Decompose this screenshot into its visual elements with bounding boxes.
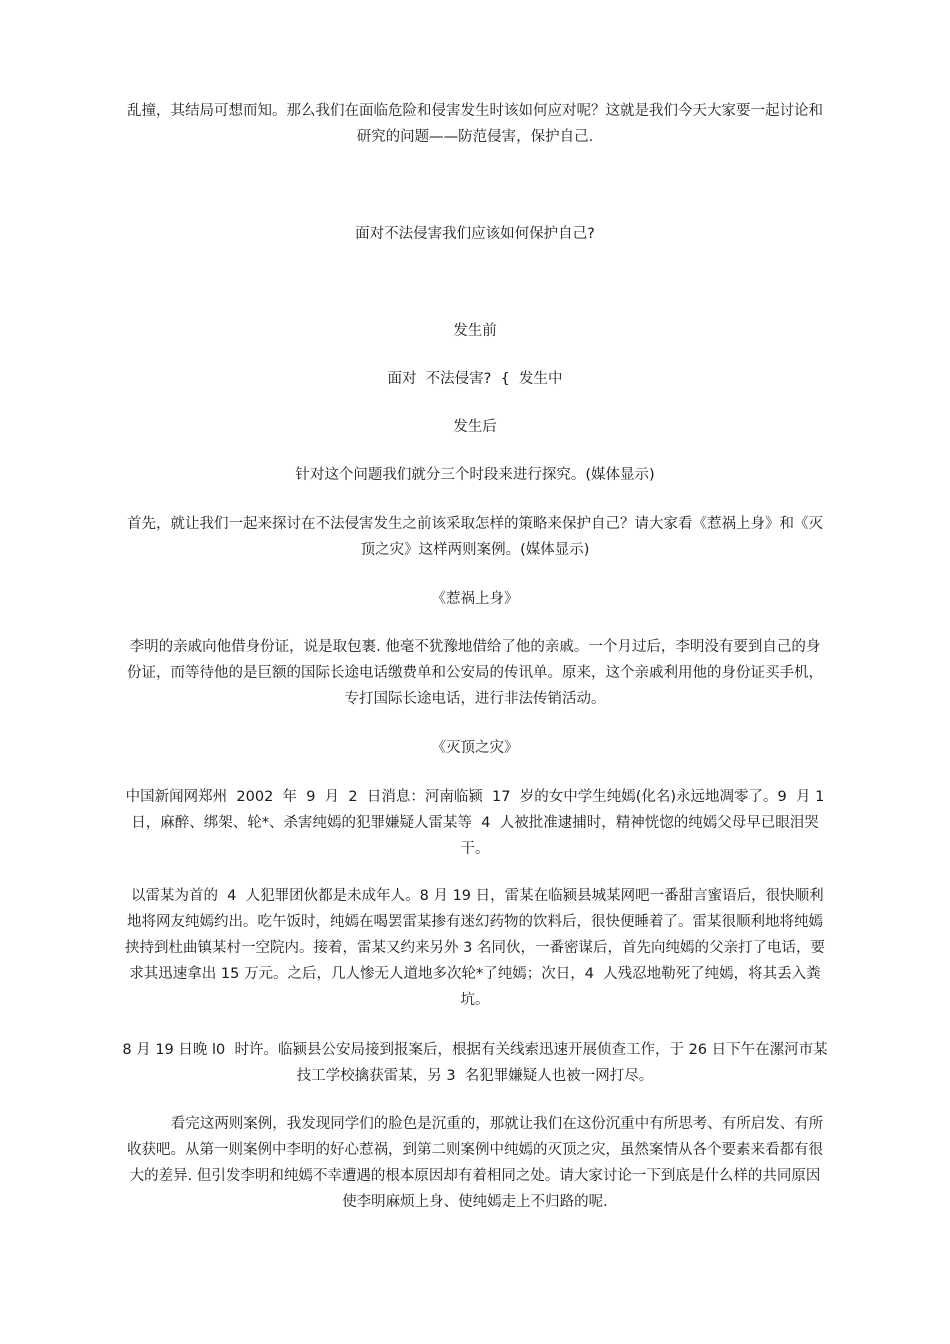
stage-before (88, 318, 862, 344)
first-line-2: 顶之灾》这样两则案例。(媒体显示) (360, 542, 590, 558)
question-heading (88, 221, 862, 247)
stage-after (88, 414, 862, 440)
question-line: 面对不法侵害我们应该如何保护自己? (355, 226, 595, 242)
case2-detail-line-3: 挟持到杜曲镇某村一空院内。接着，雷某又约来另外 3 名同伙，一番密谋后，首先向纯嫣的父亲打了电话，要 (125, 940, 825, 956)
case2-detail-line-2: 地将网友纯嫣约出。吃午饭时，纯嫣在喝罢雷某掺有迷幻药物的饮料后，很快便睡着了。雷某很顺利地将纯嫣 (127, 914, 823, 930)
case2-arrest-line-1: 8 月 19 日晚 l0 时许。临颍县公安局接到报案后，根据有关线索迅速开展侦查工作，于 26 日下午在漯河市某 (122, 1042, 828, 1058)
case1-line-3: 专打国际长途电话，进行非法传销活动。 (344, 691, 606, 707)
case1-line-2: 份证，而等待他的是巨额的国际长途电话缴费单和公安局的传讯单。原来，这个亲戚利用他的身份证买手机， (127, 665, 823, 681)
case2-title (88, 735, 862, 761)
three-stages-line: 针对这个问题我们就分三个时段来进行探究。(媒体显示) (295, 467, 655, 483)
case2-arrest (88, 1037, 862, 1089)
intro-line-2: 研究的问题——防范侵害，保护自己. (356, 129, 594, 145)
intro-paragraph (88, 98, 862, 150)
case1-line-1: 李明的亲戚向他借身份证，说是取包裹. 他毫不犹豫地借给了他的亲戚。一个月过后，李明没有要到自己的身 (129, 639, 821, 655)
stage-after-text: 发生后 (453, 419, 497, 435)
case2-arrest-line-2: 技工学校擒获雷某，另 3 名犯罪嫌疑人也被一网打尽。 (296, 1068, 654, 1084)
intro-line-1: 乱撞，其结局可想而知。那么我们在面临危险和侵害发生时该如何应对呢？这就是我们今天大家要一起讨论和 (127, 103, 823, 119)
reflection-line-4: 使李明麻烦上身、使纯嫣走上不归路的呢. (342, 1194, 608, 1210)
case2-news-line-2: 日，麻醉、绑架、轮*、杀害纯嫣的犯罪嫌疑人雷某等 4 人被批准逮捕时，精神恍惚的纯嫣父母早已眼泪哭 (131, 815, 819, 831)
reflection-paragraph (88, 1111, 862, 1215)
case2-detail-line-1: 以雷某为首的 4 人犯罪团伙都是未成年人。8 月 19 日，雷某在临颍县城某网吧一番甜言蜜语后，很快顺利 (126, 888, 824, 904)
case2-title-text: 《灭顶之灾》 (431, 740, 519, 756)
case2-news-line-3: 干。 (460, 841, 490, 857)
case1-title-text: 《惹祸上身》 (431, 591, 519, 607)
case1-title (88, 586, 862, 612)
reflection-line-2: 收获吧。从第一则案例中李明的好心惹祸，到第二则案例中纯嫣的灭顶之灾，虽然案情从各个要素来看都有很 (127, 1142, 823, 1158)
reflection-line-3: 大的差异. 但引发李明和纯嫣不幸遭遇的根本原因却有着相同之处。请大家讨论一下到底是什么样的共同原因 (129, 1168, 821, 1184)
first-line-1: 首先，就让我们一起来探讨在不法侵害发生之前该采取怎样的策略来保护自己？请大家看《惹祸上身》和《灭 (127, 516, 823, 532)
case2-detail-line-5: 坑。 (460, 992, 490, 1008)
stage-during-text: 面对 不法侵害? { 发生中 (387, 371, 563, 387)
first-paragraph (88, 511, 862, 563)
reflection-line-1: 看完这两则案例，我发现同学们的脸色是沉重的，那就让我们在这份沉重中有所思考、有所启发、有所 (170, 1116, 824, 1132)
three-stages-paragraph (88, 462, 862, 488)
case1-body (88, 634, 862, 712)
stage-during (88, 366, 862, 392)
stage-before-text: 发生前 (453, 323, 497, 339)
case2-detail-line-4: 求其迅速拿出 15 万元。之后，几人惨无人道地多次轮*了纯嫣；次日，4 人残忍地勒死了纯嫣，将其丢入粪 (129, 966, 821, 982)
case2-news-line-1: 中国新闻网郑州 2002 年 9 月 2 日消息：河南临颍 17 岁的女中学生纯嫣(化名)永远地凋零了。9 月 1 (125, 789, 825, 805)
case2-news (88, 784, 862, 862)
case2-detail (88, 883, 862, 1013)
